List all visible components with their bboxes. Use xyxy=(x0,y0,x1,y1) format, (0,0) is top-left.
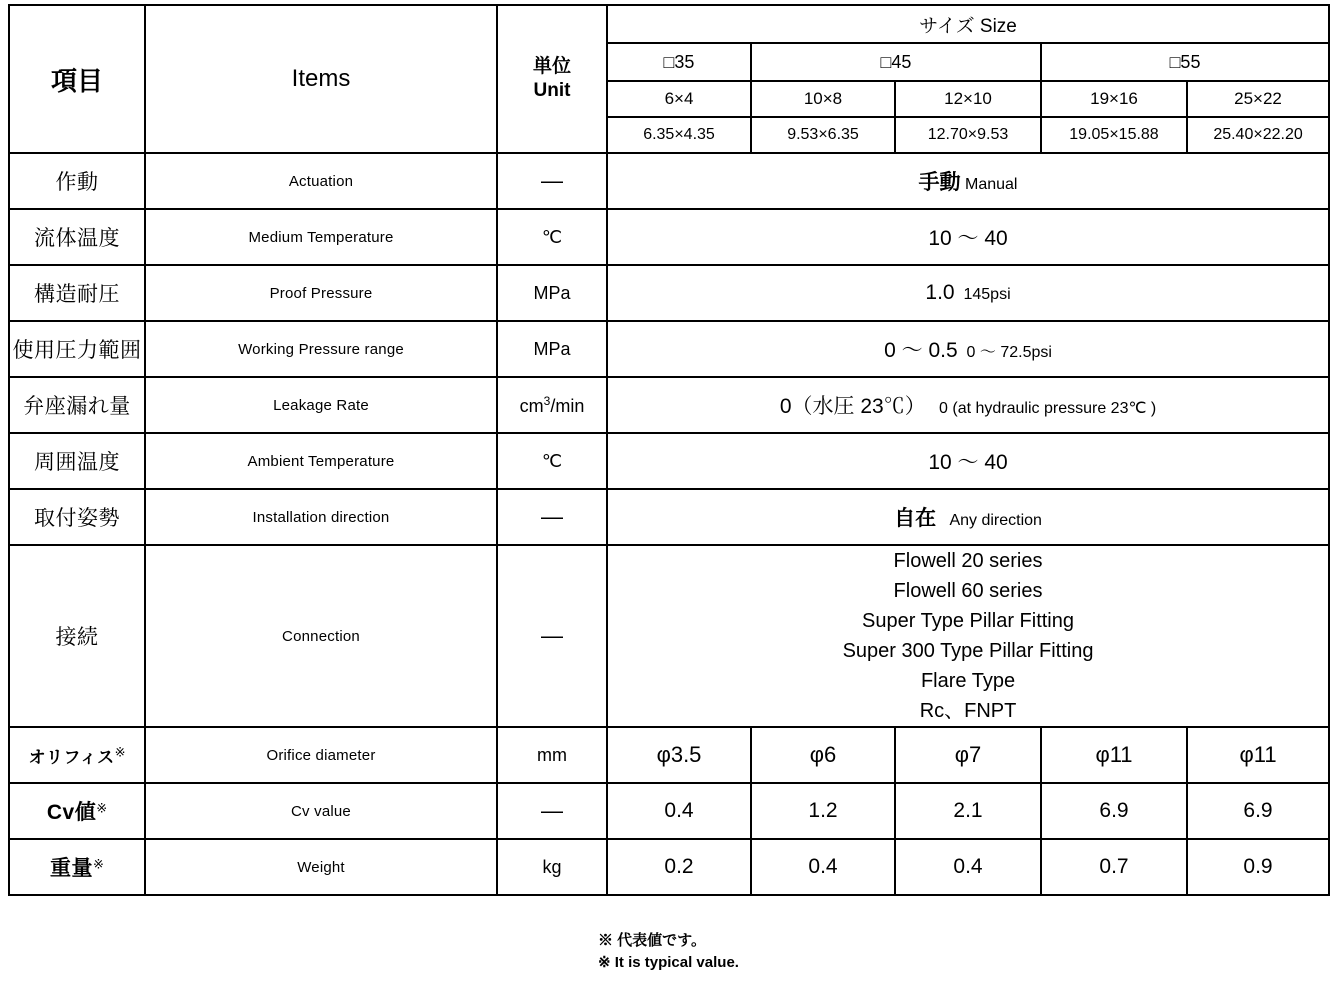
row-value-connection-list xyxy=(607,545,1329,727)
header-tube-size-mm-4: 19.05×15.88 xyxy=(1041,117,1187,153)
row-label-jp: 弁座漏れ量 xyxy=(9,377,145,433)
table-row xyxy=(9,377,1329,433)
row-value-cell: φ6 xyxy=(751,727,895,783)
row-label-en: Ambient Temperature xyxy=(145,433,497,489)
header-size-group-35: □35 xyxy=(607,43,751,81)
row-value-cell: φ3.5 xyxy=(607,727,751,783)
row-value-cell: 0.4 xyxy=(607,783,751,839)
row-value-primary: 0 ～ 0.5 xyxy=(884,339,958,362)
row-value xyxy=(607,489,1329,545)
row-unit: $cm^3/\min$ xyxy=(497,377,607,433)
row-unit: — xyxy=(497,153,607,209)
table-row xyxy=(9,783,1329,839)
row-unit: — xyxy=(497,489,607,545)
header-unit-cell xyxy=(497,5,607,153)
table-row xyxy=(9,433,1329,489)
connection-option: Super Type Pillar Fitting xyxy=(862,610,1074,632)
row-label-jp xyxy=(9,783,145,839)
header-tube-size-2: 10×8 xyxy=(751,81,895,117)
header-tube-size-mm-1: 6.35×4.35 xyxy=(607,117,751,153)
row-value-cell: 0.4 xyxy=(895,839,1041,895)
typical-value-mark: ※ xyxy=(96,800,108,816)
table-row xyxy=(9,727,1329,783)
row-value-secondary: 0 ～ 72.5psi xyxy=(966,344,1052,361)
header-size-group-55: □55 xyxy=(1041,43,1329,81)
row-value-cell: 0.2 xyxy=(607,839,751,895)
row-value-cell: φ11 xyxy=(1041,727,1187,783)
row-label-jp: 周囲温度 xyxy=(9,433,145,489)
header-items-en: Items xyxy=(291,65,351,92)
row-label-en: Orifice diameter xyxy=(145,727,497,783)
row-value-cell: 1.2 xyxy=(751,783,895,839)
header-tube-size-3: 12×10 xyxy=(895,81,1041,117)
row-value-cell: 6.9 xyxy=(1187,783,1329,839)
table-row xyxy=(9,265,1329,321)
row-label-jp: 構造耐圧 xyxy=(9,265,145,321)
row-unit: — xyxy=(497,545,607,727)
row-value: 10 ～ 40 xyxy=(607,433,1329,489)
row-value xyxy=(607,321,1329,377)
row-unit: ℃ xyxy=(497,209,607,265)
header-tube-size-5: 25×22 xyxy=(1187,81,1329,117)
row-value-cell: φ7 xyxy=(895,727,1041,783)
row-label-en: Leakage Rate xyxy=(145,377,497,433)
row-unit: ℃ xyxy=(497,433,607,489)
header-items-cell xyxy=(9,5,145,153)
header-size-group-45: □45 xyxy=(751,43,1041,81)
row-label-jp: 流体温度 xyxy=(9,209,145,265)
row-value xyxy=(607,265,1329,321)
row-value-en: Any direction xyxy=(949,512,1042,529)
header-tube-size-mm-2: 9.53×6.35 xyxy=(751,117,895,153)
connection-option: Flowell 60 series xyxy=(893,580,1043,602)
row-value-cell: 0.9 xyxy=(1187,839,1329,895)
row-value-en: Manual xyxy=(965,176,1018,193)
header-items-jp: 項目 xyxy=(50,65,103,96)
row-label-jp: 取付姿勢 xyxy=(9,489,145,545)
row-unit: MPa xyxy=(497,321,607,377)
row-unit: MPa xyxy=(497,265,607,321)
row-value-cell: 0.4 xyxy=(751,839,895,895)
row-value-jp: 手動 xyxy=(918,171,961,194)
table-row xyxy=(9,153,1329,209)
connection-option: Super 300 Type Pillar Fitting xyxy=(842,640,1094,662)
row-label-jp xyxy=(9,839,145,895)
row-label-jp-text: 重量 xyxy=(50,857,94,880)
header-unit-en: Unit xyxy=(533,80,571,101)
connection-option: Flowell 20 series xyxy=(893,550,1043,572)
typical-value-mark: ※ xyxy=(93,856,104,872)
row-value-primary: 1.0 xyxy=(925,281,955,304)
row-value-secondary: 145psi xyxy=(963,286,1011,303)
row-value xyxy=(607,377,1329,433)
row-value-secondary: 0 (at hydraulic pressure 23℃ ) xyxy=(939,400,1157,417)
row-value-primary: 0（水圧 23℃） xyxy=(779,395,926,418)
row-value-cell: 0.7 xyxy=(1041,839,1187,895)
connection-option: Rc、FNPT xyxy=(919,700,1017,722)
row-label-jp: 作動 xyxy=(9,153,145,209)
row-label-jp: 接続 xyxy=(9,545,145,727)
table-row xyxy=(9,489,1329,545)
table-row xyxy=(9,209,1329,265)
header-tube-size-mm-5: 25.40×22.20 xyxy=(1187,117,1329,153)
row-unit: — xyxy=(497,783,607,839)
table-row xyxy=(9,321,1329,377)
row-value-cell: 2.1 xyxy=(895,783,1041,839)
connection-option: Flare Type xyxy=(920,670,1016,692)
row-label-en: Proof Pressure xyxy=(145,265,497,321)
header-items-en-cell xyxy=(145,5,497,153)
specification-table xyxy=(8,4,1330,896)
typical-value-mark: ※ xyxy=(114,744,126,760)
header-tube-size-mm-3: 12.70×9.53 xyxy=(895,117,1041,153)
row-label-en: Installation direction xyxy=(145,489,497,545)
row-value-cell: φ11 xyxy=(1187,727,1329,783)
row-value-cell: 6.9 xyxy=(1041,783,1187,839)
footnote-line-jp: ※ 代表値です。 xyxy=(598,932,706,949)
header-size-title: サイズ Size xyxy=(607,5,1329,43)
row-value-jp: 自在 xyxy=(894,507,937,530)
footnote-line-en: ※ It is typical value. xyxy=(598,953,739,971)
row-label-jp-text: オリフィス xyxy=(28,747,115,767)
row-label-en: Working Pressure range xyxy=(145,321,497,377)
row-label-jp: 使用圧力範囲 xyxy=(9,321,145,377)
row-label-en: Cv value xyxy=(145,783,497,839)
header-unit-jp: 単位 xyxy=(532,56,571,78)
footnote xyxy=(598,930,739,974)
row-label-jp xyxy=(9,727,145,783)
row-label-en: Weight xyxy=(145,839,497,895)
row-value xyxy=(607,153,1329,209)
row-unit: kg xyxy=(497,839,607,895)
row-label-en: Actuation xyxy=(145,153,497,209)
table-row xyxy=(9,839,1329,895)
row-value: 10 ～ 40 xyxy=(607,209,1329,265)
header-tube-size-4: 19×16 xyxy=(1041,81,1187,117)
row-label-en: Medium Temperature xyxy=(145,209,497,265)
table-header-row-size-title xyxy=(9,5,1329,43)
row-label-jp-text: Cv値 xyxy=(46,801,97,824)
table-row xyxy=(9,545,1329,727)
row-label-en: Connection xyxy=(145,545,497,727)
row-unit: mm xyxy=(497,727,607,783)
header-tube-size-1: 6×4 xyxy=(607,81,751,117)
